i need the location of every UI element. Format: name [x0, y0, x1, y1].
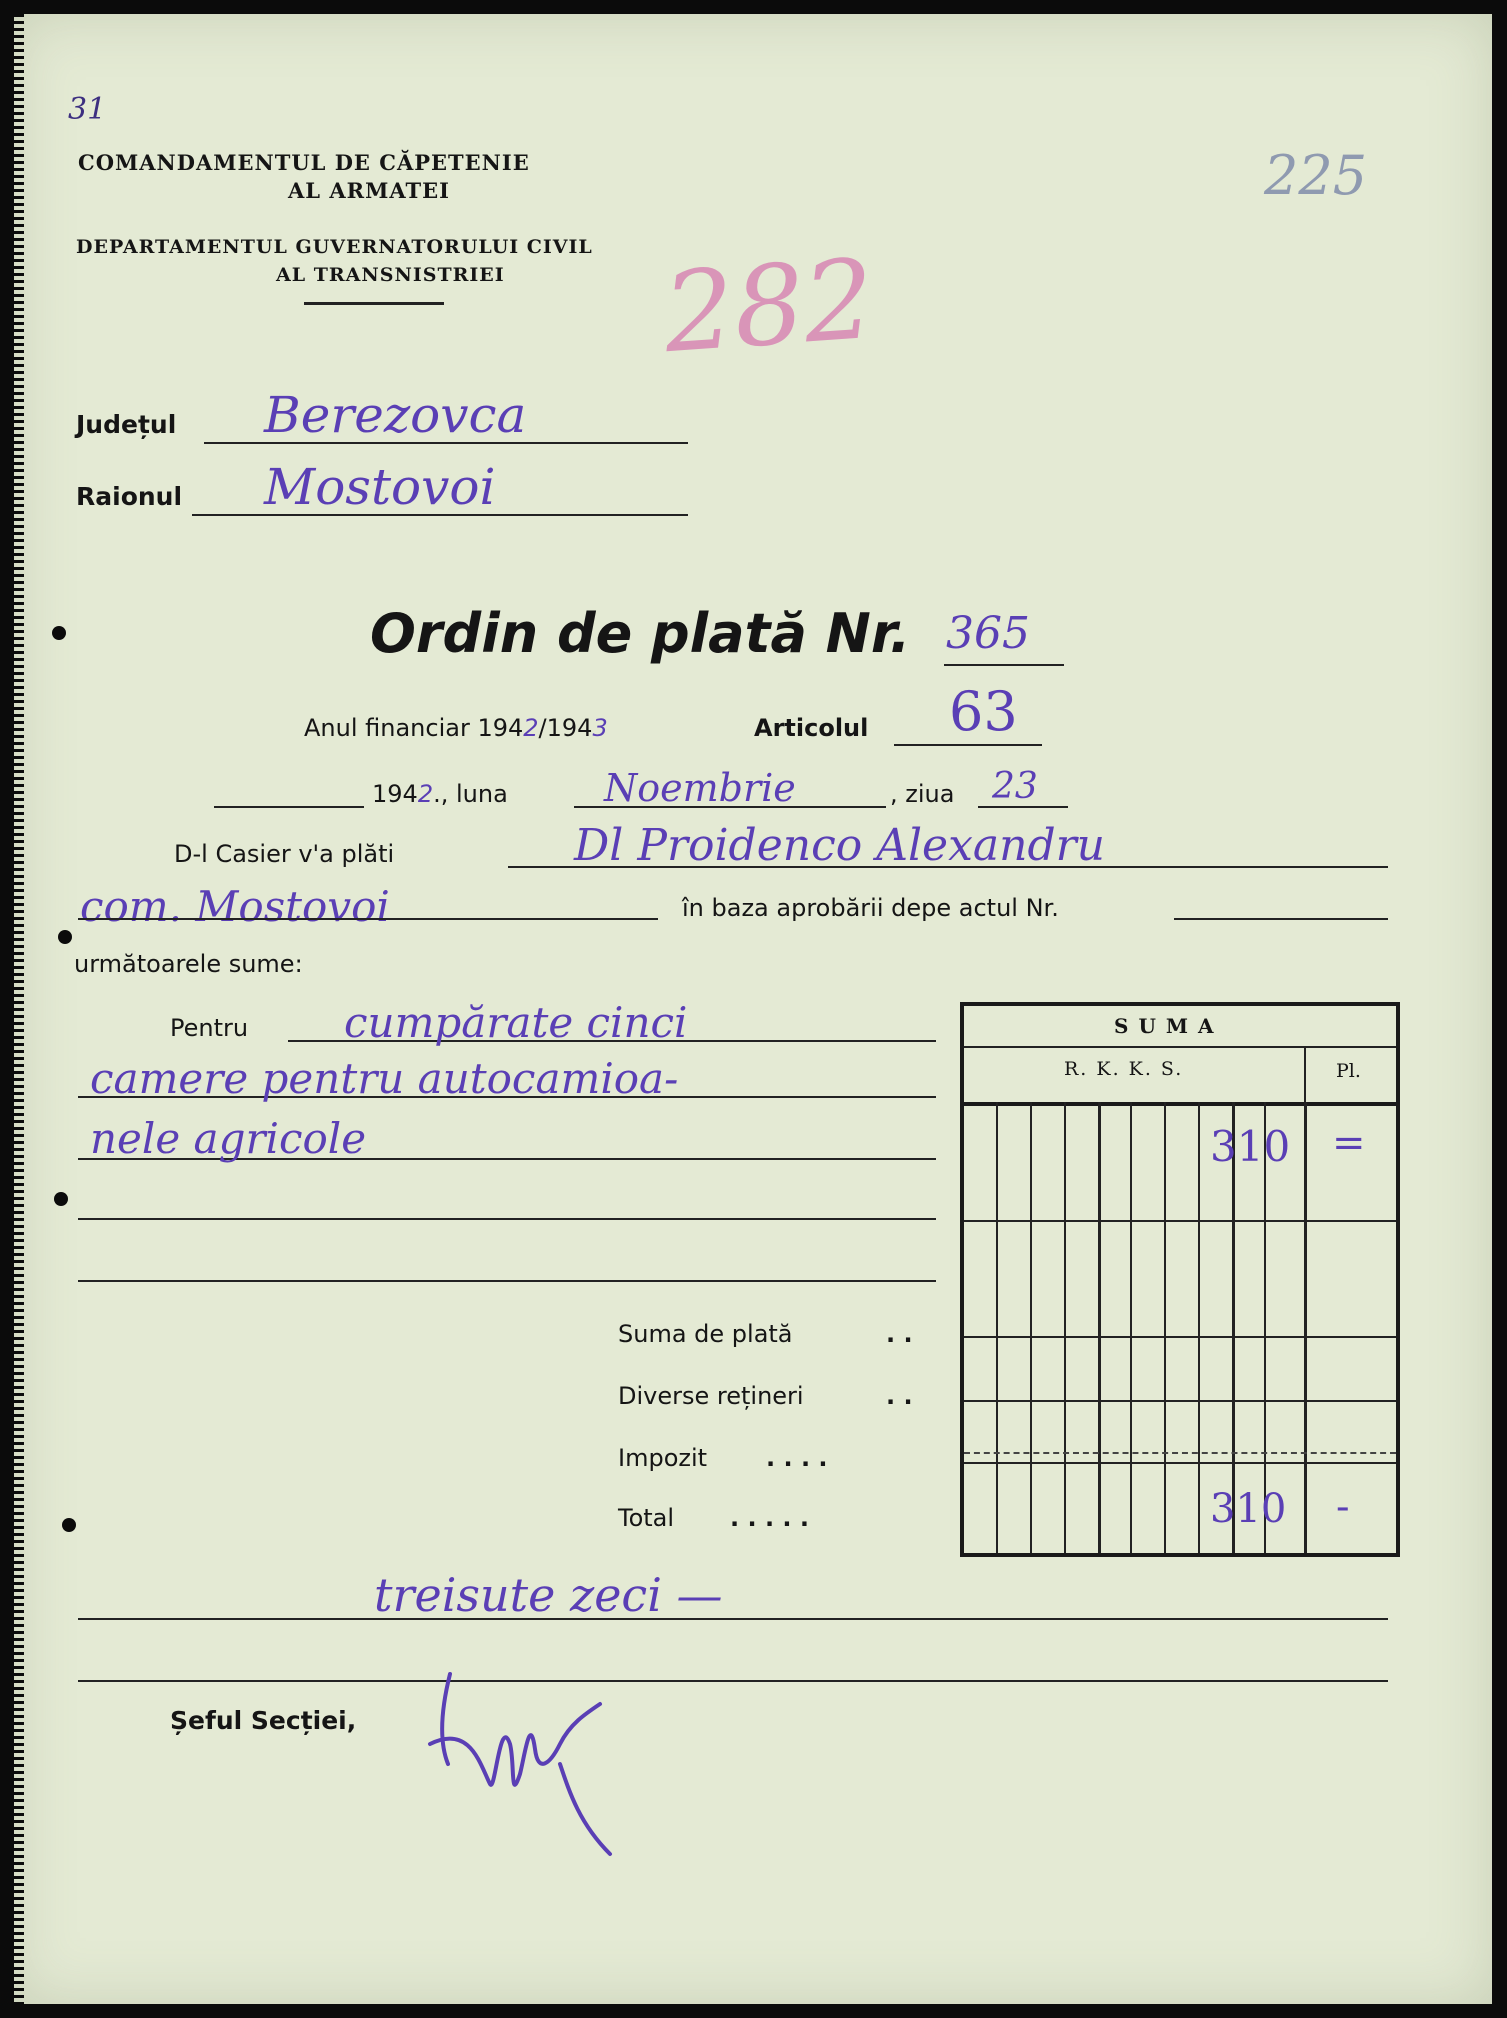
diverse-retineri-dots: . .: [886, 1382, 913, 1410]
pentru-label: Pentru: [170, 1014, 249, 1042]
words-line-2: [78, 1680, 1388, 1682]
words-line-1: [78, 1618, 1388, 1620]
purpose-line-1: cumpărate cinci: [344, 998, 688, 1047]
col-line: [1164, 1102, 1166, 1553]
articolul-line: [894, 744, 1042, 746]
raionul-label: Raionul: [76, 482, 183, 511]
commune-line: [78, 918, 658, 920]
corner-mark: 31: [68, 92, 107, 127]
amount-pl-value: =: [1332, 1120, 1366, 1166]
table-row-line: [964, 1462, 1396, 1464]
articolul-value: 63: [949, 680, 1018, 743]
table-row-line: [964, 1336, 1396, 1338]
table-header-bottom: [964, 1102, 1396, 1106]
signature-label: Șeful Secției,: [170, 1706, 357, 1735]
pl-header: Pl.: [1336, 1060, 1361, 1082]
col-line: [996, 1102, 998, 1553]
impozit-dots: . . . .: [766, 1444, 828, 1472]
document-page: [14, 14, 1492, 2004]
impozit-label: Impozit: [618, 1444, 708, 1472]
pentru-line-5: [78, 1280, 936, 1282]
col-line: [1130, 1102, 1132, 1553]
order-number: 365: [946, 608, 1030, 659]
total-value: 310: [1210, 1486, 1287, 1532]
purpose-line-3: nele agricole: [90, 1114, 367, 1163]
signature-mark: [410, 1654, 650, 1874]
casier-label: D-l Casier v'a plăti: [174, 840, 395, 868]
header-line-2: AL ARMATEI: [288, 178, 450, 203]
col-line: [1064, 1102, 1066, 1553]
table-row-line: [964, 1400, 1396, 1402]
date-prefix-line: [214, 806, 364, 808]
diverse-retineri-label: Diverse rețineri: [618, 1382, 804, 1410]
baza-label: în baza aprobării depe actul Nr.: [682, 894, 1059, 922]
total-label: Total: [618, 1504, 675, 1532]
suma-de-plata-label: Suma de plată: [618, 1320, 793, 1348]
header-line-4: AL TRANSNISTRIEI: [276, 264, 505, 286]
rkks-header: R. K. K. S.: [1064, 1058, 1184, 1080]
pentru-line-4: [78, 1218, 936, 1220]
ziua-value: 23: [992, 766, 1038, 807]
stamp-number: 282: [659, 234, 879, 378]
payee-name-value: Dl Proidenco Alexandru: [574, 820, 1106, 871]
anul-label: Anul financiar 1942/1943: [304, 714, 608, 742]
col-line: [1030, 1102, 1032, 1553]
raionul-value: Mostovoi: [264, 458, 496, 516]
luna-value: Noembrie: [604, 766, 796, 810]
table-row-line: [964, 1220, 1396, 1222]
amount-value: 310: [1210, 1122, 1291, 1171]
document-title: Ordin de plată Nr.: [370, 602, 911, 665]
judetul-value: Berezovca: [264, 386, 527, 444]
year-label: 1942., luna: [372, 780, 508, 808]
total-dots: . . . . .: [730, 1504, 810, 1532]
pl-header-divider: [1304, 1046, 1306, 1102]
col-line: [1198, 1102, 1200, 1553]
punch-hole: [52, 626, 66, 640]
total-pl-value: -: [1336, 1484, 1350, 1530]
act-number-line: [1174, 918, 1388, 920]
header-rule: [304, 302, 444, 305]
col-line: [1304, 1102, 1307, 1553]
suma-de-plata-dots: . .: [886, 1320, 913, 1348]
table-header-divider: [964, 1046, 1396, 1048]
punch-hole: [62, 1518, 76, 1532]
archive-number: 225: [1264, 144, 1368, 207]
table-dashed-line: [964, 1452, 1396, 1454]
articolul-label: Articolul: [754, 714, 869, 742]
amount-table: [960, 1002, 1400, 1557]
punch-hole: [54, 1192, 68, 1206]
header-line-1: COMANDAMENTUL DE CĂPETENIE: [78, 150, 530, 175]
commune-value: com. Mostovoi: [80, 882, 390, 931]
order-number-line: [944, 664, 1064, 666]
punch-hole: [58, 930, 72, 944]
col-line: [1098, 1102, 1101, 1553]
purpose-line-2: camere pentru autocamioa-: [90, 1054, 679, 1103]
amount-in-words: treisute zeci —: [374, 1568, 723, 1622]
header-line-3: DEPARTAMENTUL GUVERNATORULUI CIVIL: [76, 236, 593, 258]
suma-header: SUMA: [1114, 1014, 1224, 1038]
judetul-label: Județul: [76, 410, 177, 439]
ziua-label: , ziua: [890, 780, 955, 808]
urmatoarele-label: următoarele sume:: [74, 950, 303, 978]
